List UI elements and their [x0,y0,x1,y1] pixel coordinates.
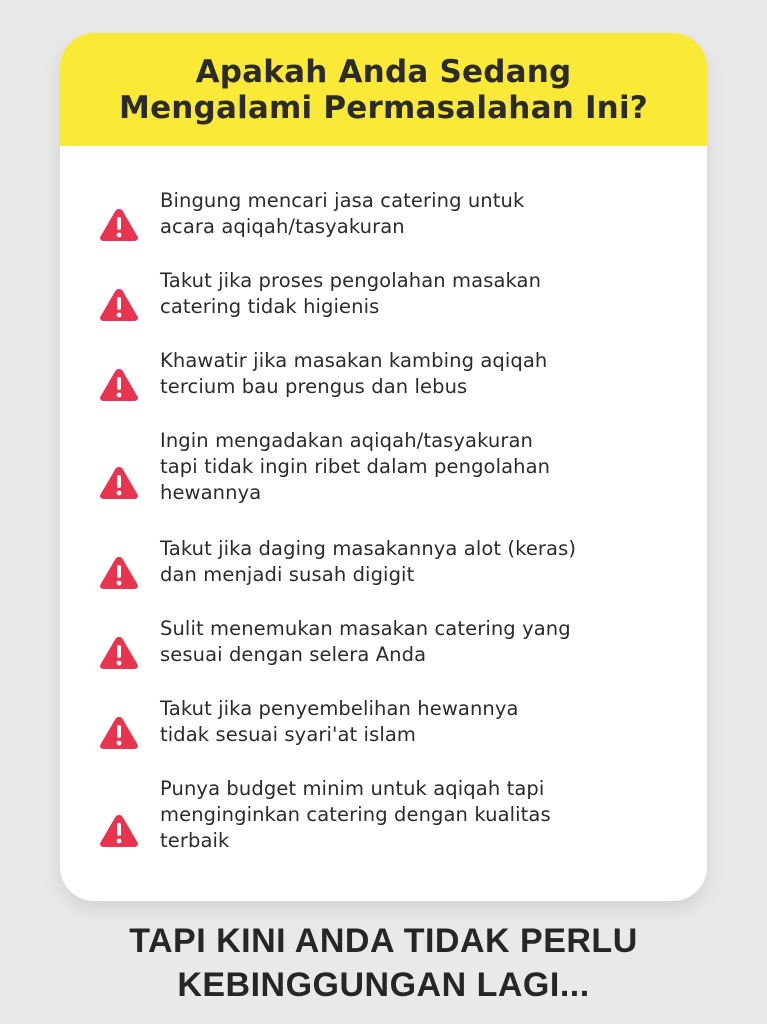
issue-text [160,268,660,320]
issue-line: dan menjadi susah digigit [160,563,415,586]
issue-line: hewannya [160,481,262,504]
problem-card [60,33,707,901]
warning-icon [98,714,140,751]
warning-icon [98,286,140,323]
issue-line: Takut jika proses pengolahan masakan [160,269,542,292]
card-title-line-2: Mengalami Permasalahan Ini? [119,89,648,126]
footer-message [0,919,767,1007]
warning-icon [98,812,140,849]
issue-line: tidak sesuai syari'at islam [160,723,416,746]
issue-line: Bingung mencari jasa catering untuk [160,189,525,212]
issue-list [60,146,707,901]
issue-line: Takut jika penyembelihan hewannya [160,697,519,720]
issue-text [160,348,660,400]
card-header [60,33,707,146]
issue-line: Takut jika daging masakannya alot (keras) [160,537,577,560]
warning-icon [98,634,140,671]
warning-icon [98,366,140,403]
issue-text [160,428,660,506]
issue-line: Khawatir jika masakan kambing aqiqah [160,349,548,372]
footer-line-1: TAPI KINI ANDA TIDAK PERLU [129,922,638,960]
issue-line: Ingin mengadakan aqiqah/tasyakuran [160,429,533,452]
footer-line-2: KEBINGGUNGAN LAGI... [177,966,590,1004]
warning-icon [98,206,140,243]
issue-text [160,536,660,588]
issue-text [160,696,660,748]
issue-line: terbaik [160,829,230,852]
warning-icon [98,464,140,501]
issue-line: acara aqiqah/tasyakuran [160,215,405,238]
issue-line: Punya budget minim untuk aqiqah tapi [160,777,545,800]
issue-line: catering tidak higienis [160,295,380,318]
issue-text [160,188,660,240]
card-title-line-1: Apakah Anda Sedang [195,53,572,90]
card-title [119,54,648,126]
warning-icon [98,554,140,591]
issue-line: Sulit menemukan masakan catering yang [160,617,571,640]
issue-line: tercium bau prengus dan lebus [160,375,468,398]
issue-line: tapi tidak ingin ribet dalam pengolahan [160,455,551,478]
issue-line: sesuai dengan selera Anda [160,643,427,666]
issue-text [160,776,660,854]
issue-line: menginginkan catering dengan kualitas [160,803,551,826]
issue-text [160,616,660,668]
